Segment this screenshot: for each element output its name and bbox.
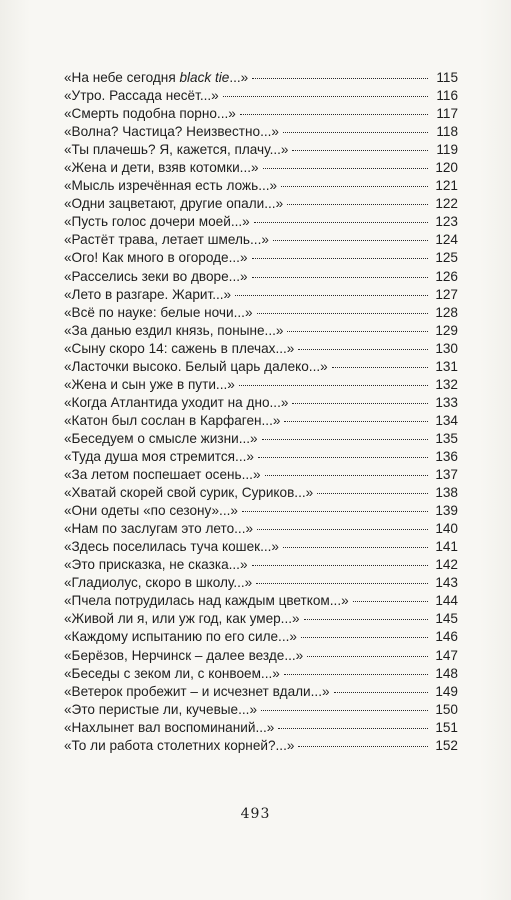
entry-page-number: 133 (435, 394, 458, 410)
entry-page-number: 152 (435, 737, 458, 753)
dot-leader (263, 168, 428, 169)
toc-entry (64, 358, 458, 376)
entry-page-number: 150 (435, 701, 458, 717)
entry-title: «Катон был сослан в Карфаген...» (64, 412, 281, 428)
dot-leader (283, 547, 428, 548)
dot-leader (242, 511, 428, 512)
dot-leader (304, 619, 428, 620)
entry-page-number: 148 (435, 665, 458, 681)
toc-entry (64, 610, 458, 628)
toc-entry (64, 628, 458, 646)
toc-entry (64, 592, 458, 610)
dot-leader (353, 601, 428, 602)
entry-title: «Ласточки высоко. Белый царь далеко...» (64, 358, 328, 374)
entry-page-number: 131 (435, 358, 458, 374)
entry-page-number: 120 (435, 160, 458, 176)
entry-title: «Каждому испытанию по его силе...» (64, 629, 297, 645)
entry-title: «Здесь поселилась туча кошек...» (64, 539, 279, 555)
entry-title: «Нам по заслугам это лето...» (64, 521, 254, 537)
toc-entry (64, 574, 458, 592)
dot-leader (284, 421, 428, 422)
entry-title: «Утро. Рассада несёт...» (64, 88, 219, 104)
dot-leader (261, 710, 428, 711)
entry-page-number: 121 (435, 178, 458, 194)
dot-leader (332, 367, 428, 368)
entry-page-number: 149 (435, 683, 458, 699)
entry-page-number: 124 (435, 232, 458, 248)
toc-entry (64, 665, 458, 683)
toc-entry (64, 340, 458, 358)
dot-leader (240, 114, 428, 115)
toc-entry (64, 231, 458, 249)
entry-title: «Смерть подобна порно...» (64, 106, 236, 122)
entry-title: «Нахлынет вал воспоминаний...» (64, 719, 275, 735)
entry-page-number: 115 (436, 70, 458, 85)
toc-entry (64, 466, 458, 484)
entry-page-number: 128 (435, 304, 458, 320)
dot-leader (252, 78, 428, 79)
entry-title: «Живой ли я, или уж год, как умер...» (64, 611, 300, 627)
toc-entry (64, 87, 458, 105)
dot-leader (265, 475, 428, 476)
entry-page-number: 138 (435, 485, 458, 501)
dot-leader (334, 692, 428, 693)
entry-page-number: 146 (435, 629, 458, 645)
dot-leader (262, 439, 428, 440)
dot-leader (278, 728, 428, 729)
toc-entry (64, 484, 458, 502)
dot-leader (281, 186, 428, 187)
dot-leader (257, 529, 428, 530)
dot-leader (252, 277, 428, 278)
entry-title: «Беседуем о смысле жизни...» (64, 430, 258, 446)
entry-page-number: 151 (435, 719, 458, 735)
toc-entry (64, 123, 458, 141)
toc-entry (64, 448, 458, 466)
entry-title: «Лето в разгаре. Жарит...» (64, 286, 232, 302)
dot-leader (287, 331, 428, 332)
dot-leader (257, 313, 428, 314)
toc-entry (64, 719, 458, 737)
entry-title: «Пчела потрудилась над каждым цветком...» (64, 593, 349, 609)
dot-leader (301, 637, 428, 638)
entry-page-number: 119 (436, 142, 458, 158)
entry-title: «Одни зацветают, другие опали...» (64, 196, 284, 212)
entry-page-number: 123 (435, 214, 458, 230)
dot-leader (283, 132, 428, 133)
toc-entry (64, 394, 458, 412)
entry-page-number: 139 (435, 503, 458, 519)
toc-entry (64, 304, 458, 322)
entry-title: «Расселись зеки во дворе...» (64, 268, 248, 284)
entry-title: «Ветерок пробежит – и исчезнет вдали...» (64, 683, 330, 699)
entry-title: «Они одеты «по сезону»...» (64, 503, 238, 519)
dot-leader (298, 746, 428, 747)
entry-title: «Когда Атлантида уходит на дно...» (64, 394, 289, 410)
toc-entry (64, 195, 458, 213)
dot-leader (287, 204, 428, 205)
toc-entry (64, 556, 458, 574)
entry-title: «За летом поспешает осень...» (64, 467, 261, 483)
toc-entry (64, 737, 458, 755)
dot-leader (235, 295, 428, 296)
entry-title: «Туда душа моя стремится...» (64, 448, 254, 464)
dot-leader (239, 385, 428, 386)
entry-page-number: 144 (435, 593, 458, 609)
entry-title: «Жена и сын уже в пути...» (64, 376, 235, 392)
entry-page-number: 135 (435, 430, 458, 446)
toc-entry (64, 177, 458, 195)
entry-page-number: 126 (435, 268, 458, 284)
entry-title: «Сыну скоро 14: сажень в плечах...» (64, 340, 295, 356)
entry-title: «Ого! Как много в огороде...» (64, 250, 248, 266)
entry-title: «Берёзов, Нерчинск – далее везде...» (64, 647, 304, 663)
entry-page-number: 137 (435, 467, 458, 483)
entry-page-number: 116 (436, 88, 458, 104)
toc-entry (64, 412, 458, 430)
entry-title: «Мысль изречённая есть ложь...» (64, 178, 278, 194)
entry-title: «Волна? Частица? Неизвестно...» (64, 124, 279, 140)
dot-leader (317, 493, 428, 494)
entry-page-number: 132 (435, 376, 458, 392)
dot-leader (284, 674, 428, 675)
toc-entry (64, 268, 458, 286)
toc-entry (64, 701, 458, 719)
toc-entry (64, 159, 458, 177)
toc-entry (64, 322, 458, 340)
entry-page-number: 125 (435, 250, 458, 266)
entry-title: «За данью ездил князь, поныне...» (64, 322, 284, 338)
entry-title: «Беседы с зеком ли, с конвоем...» (64, 665, 280, 681)
entry-page-number: 122 (435, 196, 458, 212)
toc-entry (64, 213, 458, 231)
dot-leader (292, 150, 428, 151)
entry-page-number: 127 (435, 286, 458, 302)
entry-page-number: 143 (435, 575, 458, 591)
entry-title: «Пусть голос дочери моей...» (64, 214, 250, 230)
dot-leader (258, 457, 428, 458)
entry-title: «Жена и дети, взяв котомки...» (64, 160, 259, 176)
table-of-contents (64, 69, 458, 755)
toc-entry (64, 520, 458, 538)
dot-leader (298, 349, 428, 350)
entry-page-number: 147 (435, 647, 458, 663)
entry-title: «На небе сегодня black tie...» (64, 70, 249, 85)
dot-leader (254, 222, 428, 223)
entry-page-number: 136 (435, 448, 458, 464)
dot-leader (252, 565, 428, 566)
dot-leader (307, 656, 428, 657)
toc-entry (64, 647, 458, 665)
dot-leader (252, 258, 428, 259)
entry-title: «Хватай скорей свой сурик, Суриков...» (64, 485, 314, 501)
entry-page-number: 140 (435, 521, 458, 537)
entry-page-number: 134 (435, 412, 458, 428)
entry-title: «То ли работа столетних корней?...» (64, 737, 295, 753)
toc-entry (64, 430, 458, 448)
toc-entry (64, 69, 458, 87)
entry-page-number: 129 (435, 322, 458, 338)
toc-entry (64, 286, 458, 304)
page-number: 493 (240, 806, 271, 822)
entry-title: «Ты плачешь? Я, кажется, плачу...» (64, 142, 289, 158)
entry-page-number: 130 (435, 340, 458, 356)
toc-entry (64, 376, 458, 394)
entry-page-number: 145 (435, 611, 458, 627)
entry-page-number: 142 (435, 557, 458, 573)
toc-entry (64, 683, 458, 701)
entry-page-number: 117 (436, 106, 458, 122)
dot-leader (273, 240, 428, 241)
toc-entry (64, 141, 458, 159)
entry-title: «Гладиолус, скоро в школу...» (64, 575, 253, 591)
entry-page-number: 118 (436, 124, 458, 140)
toc-entry (64, 105, 458, 123)
entry-title: «Это перистые ли, кучевые...» (64, 701, 258, 717)
entry-title: «Это присказка, не сказка...» (64, 557, 248, 573)
dot-leader (292, 403, 428, 404)
entry-page-number: 141 (435, 539, 458, 555)
toc-entry (64, 502, 458, 520)
entry-title: «Растёт трава, летает шмель...» (64, 232, 269, 248)
dot-leader (256, 583, 428, 584)
entry-title: «Всё по науке: белые ночи...» (64, 304, 253, 320)
dot-leader (223, 96, 428, 97)
toc-entry (64, 538, 458, 556)
toc-entry (64, 249, 458, 267)
